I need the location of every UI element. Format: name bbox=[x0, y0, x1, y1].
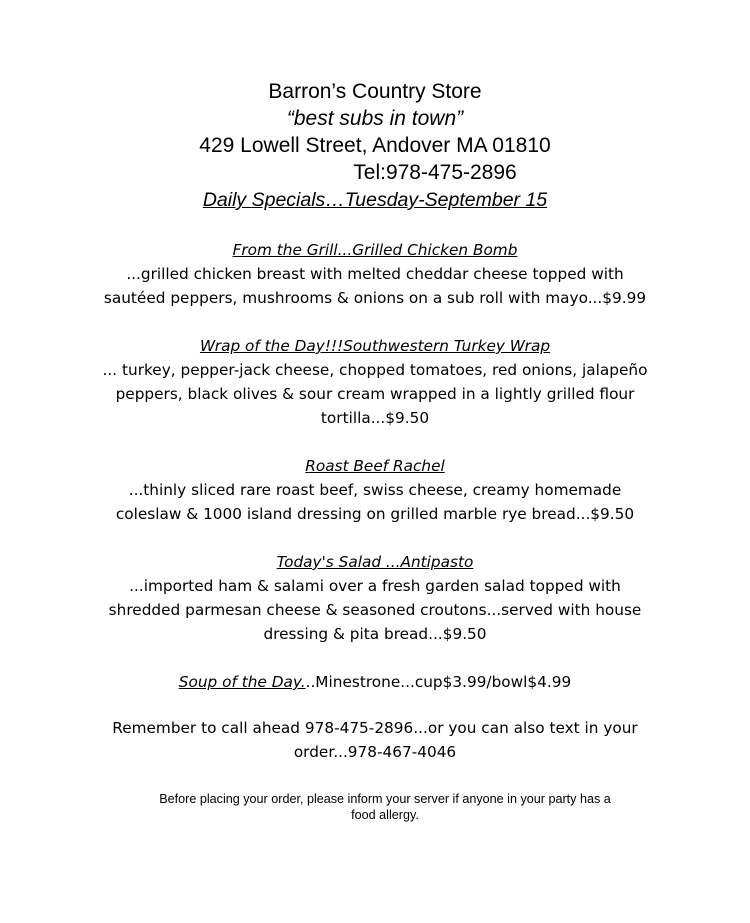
menu-item-title: Roast Beef Rachel bbox=[305, 457, 445, 475]
menu-item-desc: ...imported ham & salami over a fresh garden salad topped with bbox=[129, 577, 621, 595]
specials-list bbox=[60, 238, 690, 718]
call-ahead-line: order...978-467-4046 bbox=[293, 743, 457, 761]
menu-item-title: From the Grill...Grilled Chicken Bomb bbox=[232, 241, 518, 259]
allergy-line: food allergy. bbox=[351, 808, 419, 822]
menu-item-title: Wrap of the Day!!!Southwestern Turkey Wrap bbox=[199, 337, 551, 355]
menu-item-desc: tortilla...$9.50 bbox=[320, 409, 430, 427]
menu-item-wrap bbox=[60, 334, 690, 430]
menu-item-title: Soup of the Day. bbox=[178, 673, 306, 691]
menu-item-desc: dressing & pita bread...$9.50 bbox=[263, 625, 487, 643]
call-ahead-note bbox=[60, 716, 690, 764]
menu-item-desc: ...thinly sliced rare roast beef, swiss cheese, creamy homemade bbox=[128, 481, 622, 499]
allergy-line: Before placing your order, please inform your server if anyone in your party has a bbox=[159, 792, 611, 806]
menu-item-desc: ...grilled chicken breast with melted cheddar cheese topped with bbox=[126, 265, 624, 283]
menu-item-desc: shredded parmesan cheese & seasoned croutons...served with house bbox=[108, 601, 642, 619]
menu-item-desc: ..Minestrone...cup$3.99/bowl$4.99 bbox=[305, 673, 572, 691]
allergy-notice bbox=[100, 791, 670, 823]
menu-item-desc: ... turkey, pepper-jack cheese, chopped tomatoes, red onions, jalapeño bbox=[102, 361, 648, 379]
menu-item-title: Today's Salad ...Antipasto bbox=[276, 553, 474, 571]
menu-item-desc: coleslaw & 1000 island dressing on grilled marble rye bread...$9.50 bbox=[115, 505, 635, 523]
call-ahead-line: Remember to call ahead 978-475-2896...or you can also text in your bbox=[112, 719, 638, 737]
menu-item-desc: peppers, black olives & sour cream wrapped in a lightly grilled flour bbox=[115, 385, 635, 403]
store-name: Barron’s Country Store bbox=[268, 80, 482, 103]
menu-item-soup bbox=[60, 670, 690, 694]
menu-item-desc: sautéed peppers, mushrooms & onions on a sub roll with mayo...$9.99 bbox=[103, 289, 647, 307]
menu-item-roast-beef bbox=[60, 454, 690, 526]
daily-specials-heading: Daily Specials…Tuesday-September 15 bbox=[202, 189, 548, 211]
menu-item-grill bbox=[60, 238, 690, 310]
store-tagline: “best subs in town” bbox=[286, 107, 464, 130]
store-address: 429 Lowell Street, Andover MA 01810 bbox=[199, 134, 551, 157]
store-header bbox=[0, 78, 750, 214]
menu-item-salad bbox=[60, 550, 690, 646]
store-phone: Tel:978-475-2896 bbox=[353, 161, 517, 184]
